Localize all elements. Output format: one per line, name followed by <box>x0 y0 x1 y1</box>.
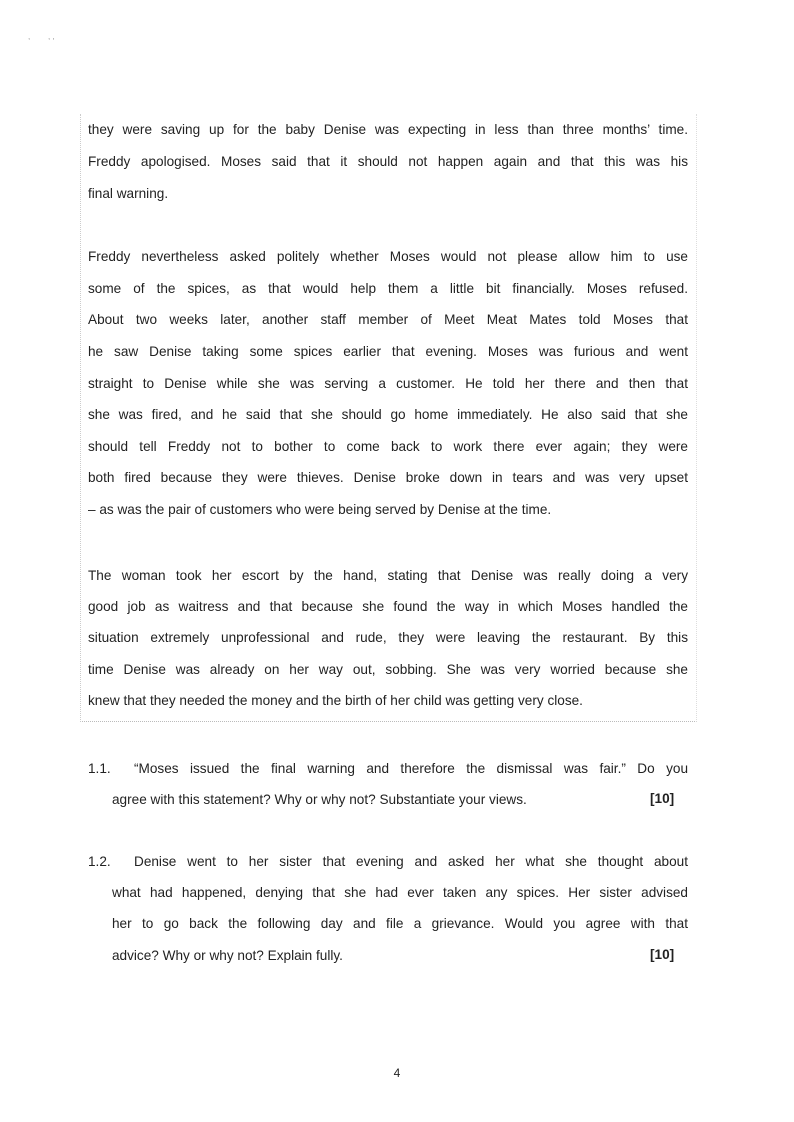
text-line: they were saving up for the baby Denise was expecting in less than three months’ time. <box>88 122 688 137</box>
text-line: he saw Denise taking some spices earlier that evening. Moses was furious and went <box>88 344 688 359</box>
text-line: Freddy nevertheless asked politely whether Moses would not please allow him to use <box>88 249 688 264</box>
text-line: good job as waitress and that because she found the way in which Moses handled the <box>88 599 688 614</box>
text-line: final warning. <box>88 186 169 201</box>
question-number: 1.2. <box>88 854 111 869</box>
question-marks: [10] <box>650 791 675 806</box>
text-line: About two weeks later, another staff member of Meet Meat Mates told Moses that <box>88 312 688 327</box>
question-text: Denise went to her sister that evening and asked her what she thought about <box>134 854 688 869</box>
text-line: Freddy apologised. Moses said that it should not happen again and that this was his <box>88 154 688 169</box>
question-text: “Moses issued the final warning and therefore the dismissal was fair.” Do you <box>134 761 688 776</box>
text-line: knew that they needed the money and the birth of her child was getting very close. <box>88 693 583 708</box>
text-line: – as was the pair of customers who were being served by Denise at the time. <box>88 502 552 517</box>
question-text: agree with this statement? Why or why not? Substantiate your views. <box>112 792 527 807</box>
text-line: she was fired, and he said that she should go home immediately. He also said that she <box>88 407 688 422</box>
text-line: time Denise was already on her way out, sobbing. She was very worried because she <box>88 662 688 677</box>
text-line: both fired because they were thieves. Denise broke down in tears and was very upset <box>88 470 688 485</box>
text-line: situation extremely unprofessional and rude, they were leaving the restaurant. By this <box>88 630 688 645</box>
question-text: what had happened, denying that she had ever taken any spices. Her sister advised <box>112 885 688 900</box>
scan-marks: , , , <box>28 32 55 41</box>
question-marks: [10] <box>650 947 675 962</box>
page-number: 4 <box>393 1066 401 1080</box>
question-text: her to go back the following day and file a grievance. Would you agree with that <box>112 916 688 931</box>
text-line: should tell Freddy not to bother to come back to work there ever again; they were <box>88 439 688 454</box>
question-text: advice? Why or why not? Explain fully. <box>112 948 343 963</box>
question-number: 1.1. <box>88 761 111 776</box>
text-line: some of the spices, as that would help them a little bit financially. Moses refused. <box>88 281 688 296</box>
text-line: The woman took her escort by the hand, stating that Denise was really doing a very <box>88 568 688 583</box>
text-line: straight to Denise while she was serving a customer. He told her there and then that <box>88 376 688 391</box>
